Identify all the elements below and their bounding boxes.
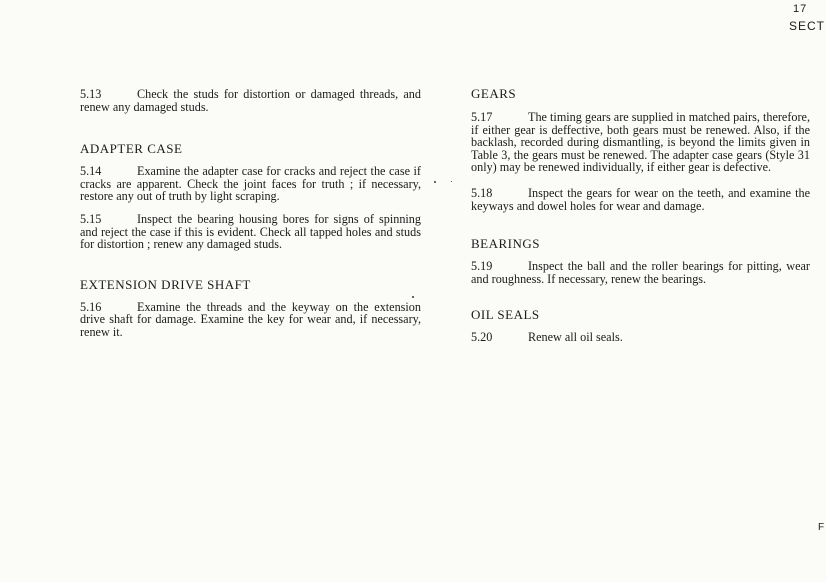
heading-extension-drive-shaft: EXTENSION DRIVE SHAFT <box>80 276 251 292</box>
paragraph-number: 5.16 <box>80 299 102 314</box>
heading-bearings: BEARINGS <box>471 236 541 252</box>
paragraph-5-13 <box>80 88 421 113</box>
paragraph-text: Examine the adapter case for cracks and reject the case if cracks are apparent. Check the joint faces for truth ; if necessary, restore any out of truth by light scraping. <box>80 164 421 204</box>
paragraph-text: Check the studs for distortion or damaged threads, and renew any damaged studs. <box>80 87 421 114</box>
heading-oil-seals: OIL SEALS <box>471 307 540 323</box>
paragraph-text: Inspect the gears for wear on the teeth, and examine the keyways and dowel holes for wear and damage. <box>471 185 810 213</box>
heading-adapter-case: ADAPTER CASE <box>80 141 183 157</box>
scan-speck <box>434 181 436 183</box>
paragraph-text: Renew all oil seals. <box>528 330 623 345</box>
paragraph-number: 5.20 <box>471 330 493 345</box>
paragraph-5-16 <box>80 301 421 339</box>
paragraph-5-15 <box>80 213 421 251</box>
paragraph-text: The timing gears are supplied in matched pairs, therefore, if either gear is deffective, both gears must be renewed. Also, if the backlash, recorded during dismantling, is beyond the limits given in Table 3, the gears must be renewed. The adapter case gears (Style 31 only) may be renewed individually, if either gear is defective. <box>471 110 810 175</box>
paragraph-text: Inspect the bearing housing bores for signs of spinning and reject the case if this is evident. Check all tapped holes and studs for distortion ; renew any damaged studs. <box>80 211 421 252</box>
paragraph-number: 5.19 <box>471 259 493 274</box>
paragraph-text: Inspect the ball and the roller bearings for pitting, wear and roughness. If necessary, renew the bearings. <box>471 259 810 286</box>
left-column <box>80 84 421 339</box>
paragraph-5-18 <box>471 187 810 212</box>
paragraph-number: 5.14 <box>80 164 102 179</box>
right-column <box>471 84 810 344</box>
paragraph-5-14 <box>80 165 421 203</box>
scan-speck <box>412 296 414 298</box>
scan-speck <box>451 181 452 182</box>
paragraph-5-20 <box>471 331 810 344</box>
paragraph-number: 5.13 <box>80 87 102 101</box>
paragraph-number: 5.15 <box>80 211 102 226</box>
paragraph-text: Examine the threads and the keyway on the extension drive shaft for damage. Examine the key for wear and, if necessary, renew it. <box>80 299 421 339</box>
paragraph-5-17 <box>471 111 810 174</box>
edge-mark: F <box>818 522 826 533</box>
section-label: SECT <box>789 19 826 33</box>
paragraph-number: 5.17 <box>471 110 493 124</box>
page-number: 17 <box>793 3 808 15</box>
heading-gears: GEARS <box>471 86 517 101</box>
paragraph-number: 5.18 <box>471 185 493 200</box>
paragraph-5-19 <box>471 260 810 285</box>
